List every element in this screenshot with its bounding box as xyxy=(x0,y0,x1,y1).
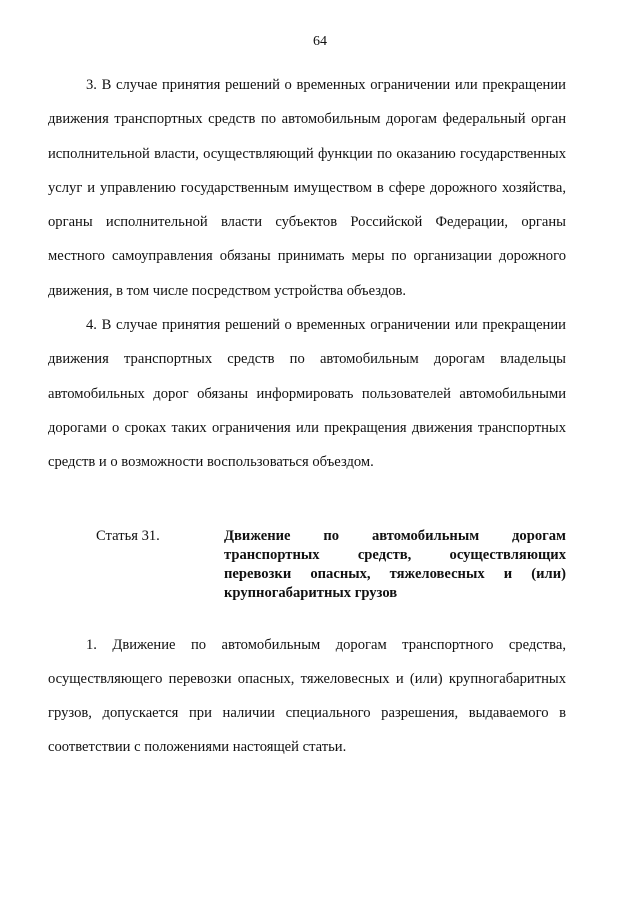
paragraph-3: 3. В случае принятия решений о временных ограничении или прекращении движения транспортных средств по автомобильным дорогам федеральный орган исполнительной власти, осуществляющий функции по оказанию государственных услуг и управлению государственным имуществом в сфере дорожного хозяйства, органы исполнительной власти субъектов Российской Федерации, органы местного самоуправления обязаны принимать меры по организации дорожного движения, в том числе посредством устройства объездов. xyxy=(48,77,566,299)
document-body xyxy=(48,68,566,765)
article-number: Статья 31. xyxy=(96,527,160,544)
article-title: Движение по автомобильным дорогам транспортных средств, осуществляющих перевозки опасных, тяжеловесных и (или) крупногабаритных грузов xyxy=(224,527,566,601)
paragraph-1: 1. Движение по автомобильным дорогам транспортного средства, осуществляющего перевозки опасных, тяжеловесных и (или) крупногабаритных грузов, допускается при наличии специального разрешения, выдаваемого в соответствии с положениями настоящей статьи. xyxy=(48,636,566,756)
paragraph-4: 4. В случае принятия решений о временных ограничении или прекращении движения транспортных средств по автомобильным дорогам владельцы автомобильных дорог обязаны информировать пользователей автомобильными дорогами о сроках таких ограничения или прекращения движения транспортных средств и о возможности воспользоваться объездом. xyxy=(48,317,566,471)
page-number: 64 xyxy=(313,34,327,49)
article-heading xyxy=(96,527,566,603)
